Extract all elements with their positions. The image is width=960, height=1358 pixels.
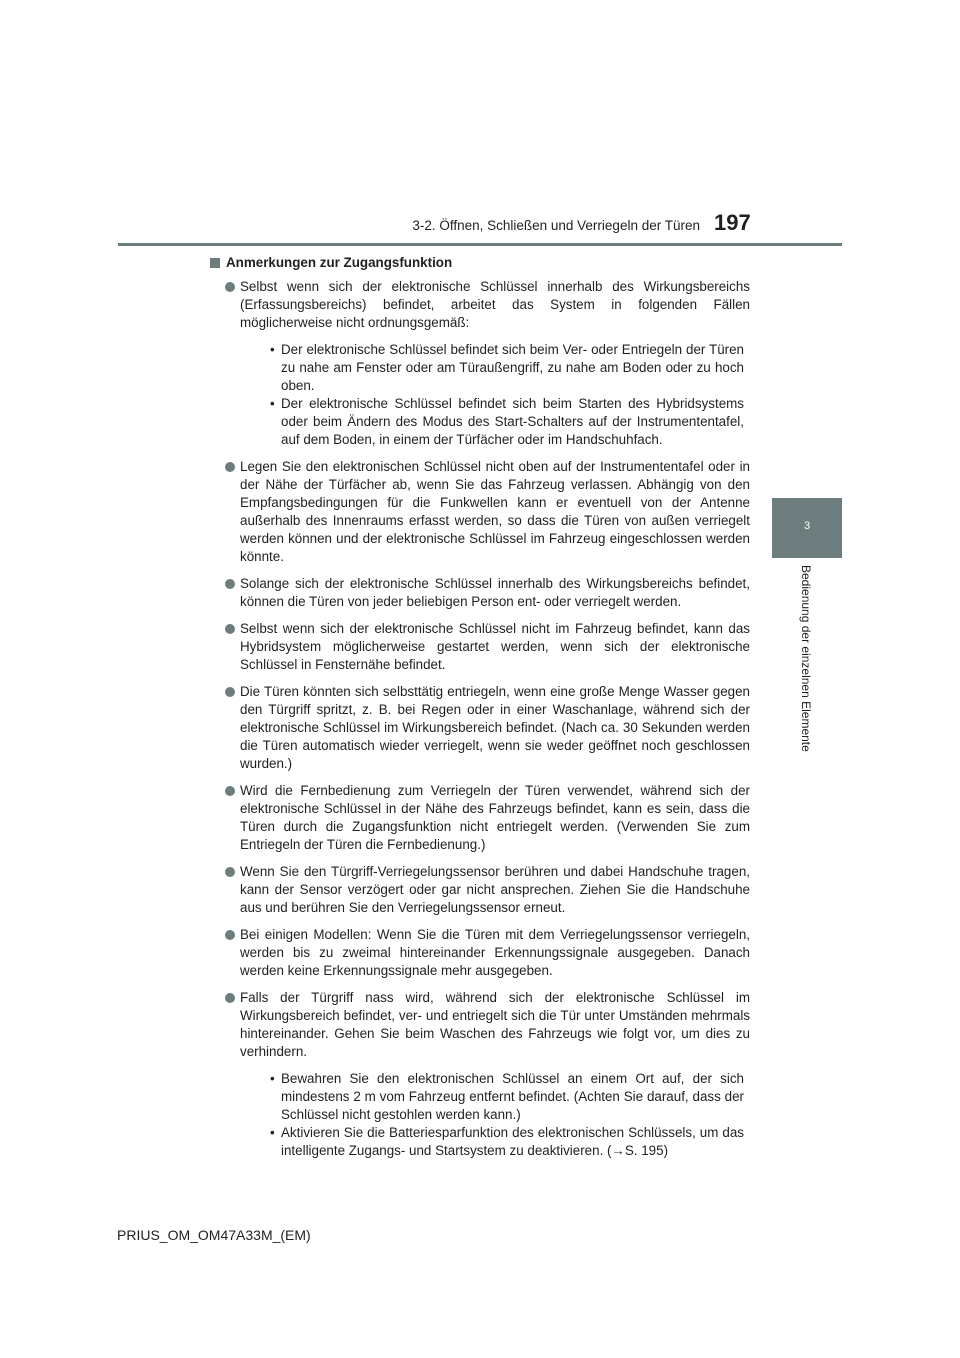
section-heading	[210, 254, 750, 272]
circle-bullet-icon	[225, 993, 235, 1003]
header-divider	[118, 243, 842, 246]
chapter-number: 3	[803, 520, 811, 532]
circle-bullet-icon	[225, 786, 235, 796]
circle-bullet-icon	[225, 624, 235, 634]
sub-list-item	[240, 395, 750, 449]
sub-list-item	[240, 1070, 750, 1124]
list-item-text: Selbst wenn sich der elektronische Schlüssel nicht im Fahrzeug befindet, kann das Hybridsystem möglicherweise gestartet werden, wenn sich der elektronische Schlüssel in Fensternähe befindet.	[240, 621, 750, 672]
list-item	[210, 575, 750, 611]
list-item-text: Wird die Fernbedienung zum Verriegeln der Türen verwendet, während sich der elektronische Schlüssel in der Nähe des Fahrzeugs befindet, kann es sein, dass die Türen durch die Zugangsfunktion nicht entriegelt werden. (Verwenden Sie zum Entriegeln der Türen die Fernbedienung.)	[240, 783, 750, 852]
list-item	[210, 620, 750, 674]
list-item	[210, 683, 750, 773]
dot-bullet-icon: •	[270, 1125, 275, 1140]
list-item-text: Bei einigen Modellen: Wenn Sie die Türen mit dem Verriegelungssensor verriegeln, werden bis zu zweimal hintereinander Erkennungssignale ausgegeben. Danach werden keine Erkennungssignale mehr ausgegeben.	[240, 927, 750, 978]
circle-bullet-icon	[225, 687, 235, 697]
circle-bullet-icon	[225, 579, 235, 589]
page-number: 197	[714, 210, 751, 235]
chapter-label: Bedienung der einzelnen Elemente	[799, 565, 813, 752]
dot-bullet-icon: •	[270, 1071, 275, 1086]
list-item	[210, 458, 750, 566]
list-item-text: Solange sich der elektronische Schlüssel innerhalb des Wirkungsbereichs befindet, können die Türen von jeder beliebigen Person ent- oder verriegelt werden.	[240, 576, 750, 609]
list-item	[210, 926, 750, 980]
list-item	[210, 278, 750, 449]
list-item-text: Falls der Türgriff nass wird, während sich der elektronische Schlüssel im Wirkungsbereich befindet, ver- und entriegelt sich die Tür unter Umständen mehrmals hintereinander. Gehen Sie beim Waschen des Fahrzeugs wie folgt vor, um dies zu verhindern.	[240, 990, 750, 1059]
list-item-text: Wenn Sie den Türgriff-Verriegelungssensor berühren und dabei Handschuhe tragen, kann der Sensor verzögert oder gar nicht ansprechen. Ziehen Sie die Handschuhe aus und berühren Sie den Verriegelungssensor erneut.	[240, 864, 750, 915]
square-bullet-icon	[210, 258, 220, 268]
sub-item-text: Aktivieren Sie die Batteriesparfunktion des elektronischen Schlüssels, um das intelligente Zugangs- und Startsystem zu deaktivieren. (→S. 195)	[281, 1125, 744, 1158]
sub-item-text: Der elektronische Schlüssel befindet sich beim Starten des Hybridsystems oder beim Ändern des Modus des Start-Schalters auf der Instrumententafel, auf dem Boden, in einem der Türfächer oder im Handschuhfach.	[281, 396, 744, 447]
dot-bullet-icon: •	[270, 342, 275, 357]
circle-bullet-icon	[225, 867, 235, 877]
header-section-title: 3-2. Öffnen, Schließen und Verriegeln der Türen	[412, 218, 700, 233]
main-content	[210, 254, 750, 1169]
list-item-text: Die Türen könnten sich selbsttätig entriegeln, wenn eine große Menge Wasser gegen den Türgriff spritzt, z. B. bei Regen oder in einer Waschanlage, während sich der elektronische Schlüssel im Wirkungsbereich befindet. (Nach ca. 30 Sekunden werden die Türen automatisch wieder verriegelt, wenn sie weder geöffnet noch geschlossen wurden.)	[240, 684, 750, 771]
circle-bullet-icon	[225, 930, 235, 940]
sub-list-item	[240, 1124, 750, 1160]
dot-bullet-icon: •	[270, 396, 275, 411]
footer-document-code: PRIUS_OM_OM47A33M_(EM)	[117, 1227, 311, 1243]
circle-bullet-icon	[225, 462, 235, 472]
list-item	[210, 989, 750, 1160]
sub-item-text: Der elektronische Schlüssel befindet sich beim Ver- oder Entriegeln der Türen zu nahe am Fenster oder am Türaußengriff, zu nahe am Boden oder zu hoch oben.	[281, 342, 744, 393]
list-item-text: Selbst wenn sich der elektronische Schlüssel innerhalb des Wirkungsbereichs (Erfassungsbereichs) befindet, arbeitet das System in folgenden Fällen möglicherweise nicht ordnungsgemäß:	[240, 279, 750, 330]
list-item-text: Legen Sie den elektronischen Schlüssel nicht oben auf der Instrumententafel oder in der Nähe der Türfächer ab, wenn Sie das Fahrzeug verlassen. Abhängig von den Empfangsbedingungen für die Funkwellen kann er eventuell von der Antenne außerhalb des Innenraums erfasst werden, so dass die Türen von außen verriegelt werden können und der elektronische Schlüssel im Fahrzeug eingeschlossen werden könnte.	[240, 459, 750, 564]
list-item	[210, 863, 750, 917]
list-item	[210, 782, 750, 854]
sub-list-item	[240, 341, 750, 395]
sub-list	[240, 341, 750, 449]
section-title-text: Anmerkungen zur Zugangsfunktion	[226, 255, 453, 270]
sub-item-text: Bewahren Sie den elektronischen Schlüssel an einem Ort auf, der sich mindestens 2 m vom Fahrzeug entfernt befindet. (Achten Sie darauf, dass der Schlüssel nicht gestohlen werden kann.)	[281, 1071, 744, 1122]
sub-list	[240, 1070, 750, 1160]
chapter-tab	[772, 498, 842, 558]
circle-bullet-icon	[225, 282, 235, 292]
